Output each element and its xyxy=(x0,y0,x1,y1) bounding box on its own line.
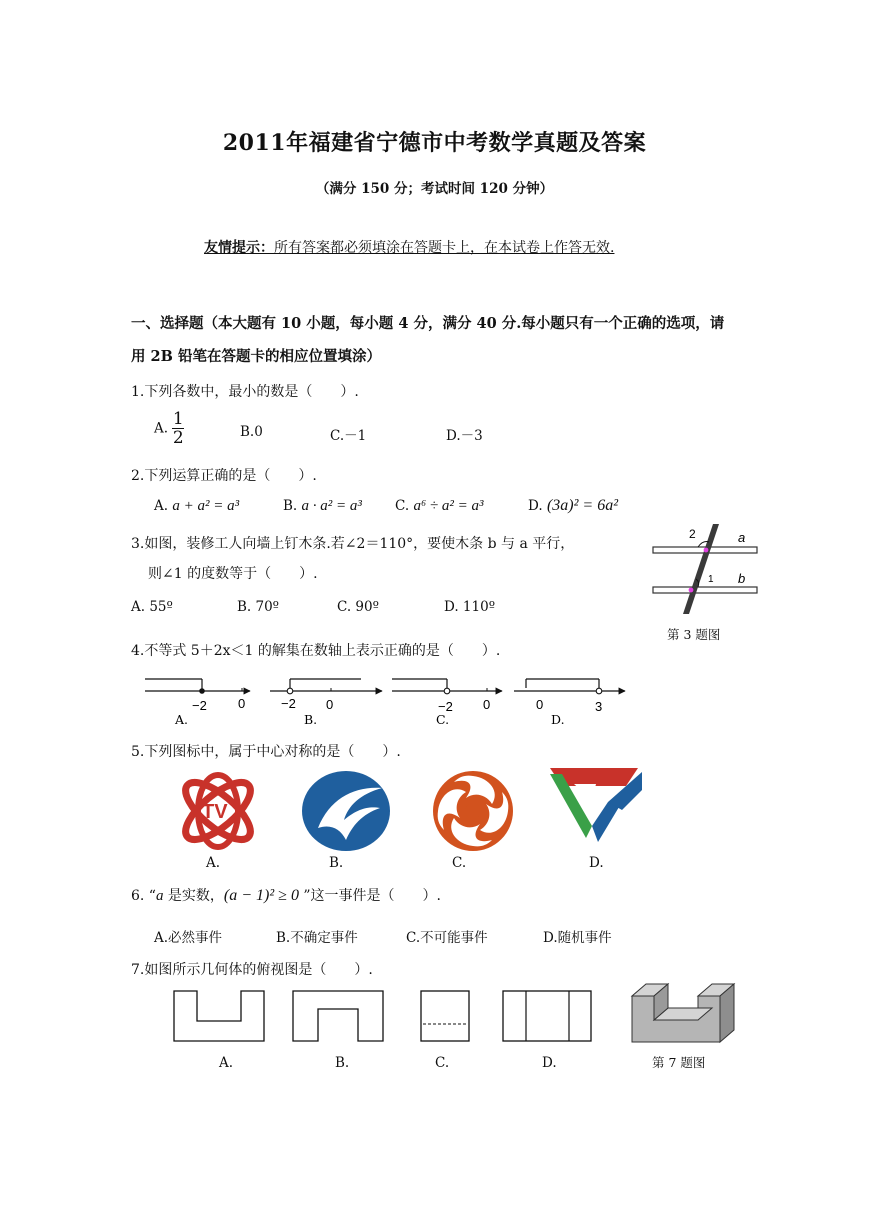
q1-denominator: 2 xyxy=(172,428,184,448)
q1-option-c: C.－1 xyxy=(330,428,367,444)
option-letter: C. xyxy=(436,712,450,727)
number-line-d xyxy=(514,679,625,727)
label-2: 2 xyxy=(689,527,696,541)
q3-option-b: B. 70º xyxy=(237,599,280,615)
page-subtitle: （满分 150 分；考试时间 120 分钟） xyxy=(315,181,554,197)
q6-stem-end: ”这一事件是（ ）. xyxy=(298,888,442,904)
q7-label-d: D. xyxy=(542,1055,557,1071)
q1-fraction xyxy=(172,410,184,447)
q5-label-d: D. xyxy=(589,855,604,871)
q2-c-label: C. xyxy=(395,498,410,514)
page-title: 2011年福建省宁德市中考数学真题及答案 xyxy=(222,130,647,156)
q2-option-d xyxy=(528,497,618,515)
q7-figure-caption: 第 7 题图 xyxy=(652,1055,706,1070)
q6-stem-start: 6. “ xyxy=(131,888,156,904)
q5-label-a: A. xyxy=(206,855,221,871)
q3-stem-line2: 则∠1 的度数等于（ ）. xyxy=(148,566,318,582)
q7-label-a: A. xyxy=(219,1055,234,1071)
q2-c-expr: a⁶ ÷ a² = a³ xyxy=(413,498,484,514)
label-b: b xyxy=(738,571,746,586)
logo-a-tv xyxy=(172,768,264,854)
q6-option-a: A.必然事件 xyxy=(154,930,223,946)
q3-option-a: A. 55º xyxy=(131,599,173,615)
q2-d-label: D. xyxy=(528,498,543,514)
q7-view-d xyxy=(502,990,592,1042)
q5-label-c: C. xyxy=(452,855,467,871)
q6-option-c: C.不可能事件 xyxy=(406,930,488,946)
q6-expr: (a − 1)² ≥ 0 xyxy=(223,887,299,904)
q6-option-b: B.不确定事件 xyxy=(276,930,358,946)
q1-a-label: A. xyxy=(154,420,169,437)
q3-figure-caption: 第 3 题图 xyxy=(667,627,721,642)
q2-a-expr: a + a² = a³ xyxy=(172,498,240,514)
q4-number-lines xyxy=(140,672,640,727)
q4-stem: 4.不等式 5＋2x＜1 的解集在数轴上表示正确的是（ ）. xyxy=(131,643,501,659)
q7-view-a xyxy=(173,990,265,1042)
q3-option-c: C. 90º xyxy=(337,599,379,615)
q2-b-expr: a · a² = a³ xyxy=(301,498,362,514)
option-letter: A. xyxy=(175,712,189,727)
q1-option-b: B.0 xyxy=(240,424,263,440)
tick-label: −2 xyxy=(192,698,207,713)
q2-b-label: B. xyxy=(283,498,298,514)
intersection-point-a xyxy=(704,548,709,553)
wood-strip-b xyxy=(653,587,757,593)
q1-option-d: D.－3 xyxy=(446,428,483,444)
q5-label-b: B. xyxy=(329,855,344,871)
label-1: 1 xyxy=(708,574,714,585)
q2-option-b xyxy=(283,498,362,515)
tip-text: 所有答案都必须填涂在答题卡上，在本试卷上作答无效. xyxy=(274,240,615,256)
q7-label-c: C. xyxy=(435,1055,450,1071)
number-line-b xyxy=(270,679,382,727)
logo-b-swirl xyxy=(300,768,392,854)
tick-label: −2 xyxy=(281,696,296,711)
intersection-point-b xyxy=(689,588,694,593)
tick-label: 0 xyxy=(326,697,334,712)
q5-stem: 5.下列图标中，属于中心对称的是（ ）. xyxy=(131,744,401,760)
logo-d-triangles xyxy=(548,766,644,846)
q7-view-b xyxy=(292,990,384,1042)
q2-stem: 2.下列运算正确的是（ ）. xyxy=(131,468,317,484)
q1-stem: 1.下列各数中，最小的数是（ ）. xyxy=(131,384,359,400)
tick-label: 0 xyxy=(536,697,544,712)
tick-label: 0 xyxy=(238,696,246,711)
section-heading-line1: 一、选择题（本大题有 10 小题，每小题 4 分，满分 40 分.每小题只有一个正确的选项，请 xyxy=(131,315,725,332)
q6-option-d: D.随机事件 xyxy=(543,930,612,946)
option-letter: D. xyxy=(551,712,565,727)
q7-view-c xyxy=(420,990,470,1042)
q6-var: a xyxy=(155,888,164,904)
q1-numerator: 1 xyxy=(172,409,184,429)
q2-option-a xyxy=(154,498,239,515)
q3-stem-line1: 3.如图，装修工人向墙上钉木条.若∠2＝110°，要使木条 b 与 a 平行， xyxy=(131,536,575,552)
friendly-tip xyxy=(204,237,614,257)
q3-option-d: D. 110º xyxy=(444,599,496,615)
q6-stem xyxy=(131,885,441,905)
q2-d-expr: (3a)² = 6a² xyxy=(546,497,618,514)
q6-stem-mid: 是实数， xyxy=(163,888,224,904)
logo-c-spiral xyxy=(430,768,516,854)
number-line-c xyxy=(392,679,502,727)
option-letter: B. xyxy=(304,712,318,727)
section-heading-line2: 用 2B 铅笔在答题卡的相应位置填涂） xyxy=(131,348,381,365)
tick-label: −2 xyxy=(438,699,453,714)
q2-option-c xyxy=(395,498,484,515)
number-line-a xyxy=(145,679,250,727)
logo-a-text: TV xyxy=(202,801,228,823)
tick-label: 0 xyxy=(483,697,491,712)
q3-figure xyxy=(648,522,762,618)
q7-label-b: B. xyxy=(335,1055,350,1071)
q1-option-a xyxy=(154,410,184,447)
q7-stem: 7.如图所示几何体的俯视图是（ ）. xyxy=(131,962,373,978)
tick-label: 3 xyxy=(595,699,603,714)
q2-a-label: A. xyxy=(154,498,169,514)
q7-solid-figure xyxy=(630,976,736,1044)
tip-label: 友情提示： xyxy=(204,240,274,256)
label-a: a xyxy=(738,530,746,545)
